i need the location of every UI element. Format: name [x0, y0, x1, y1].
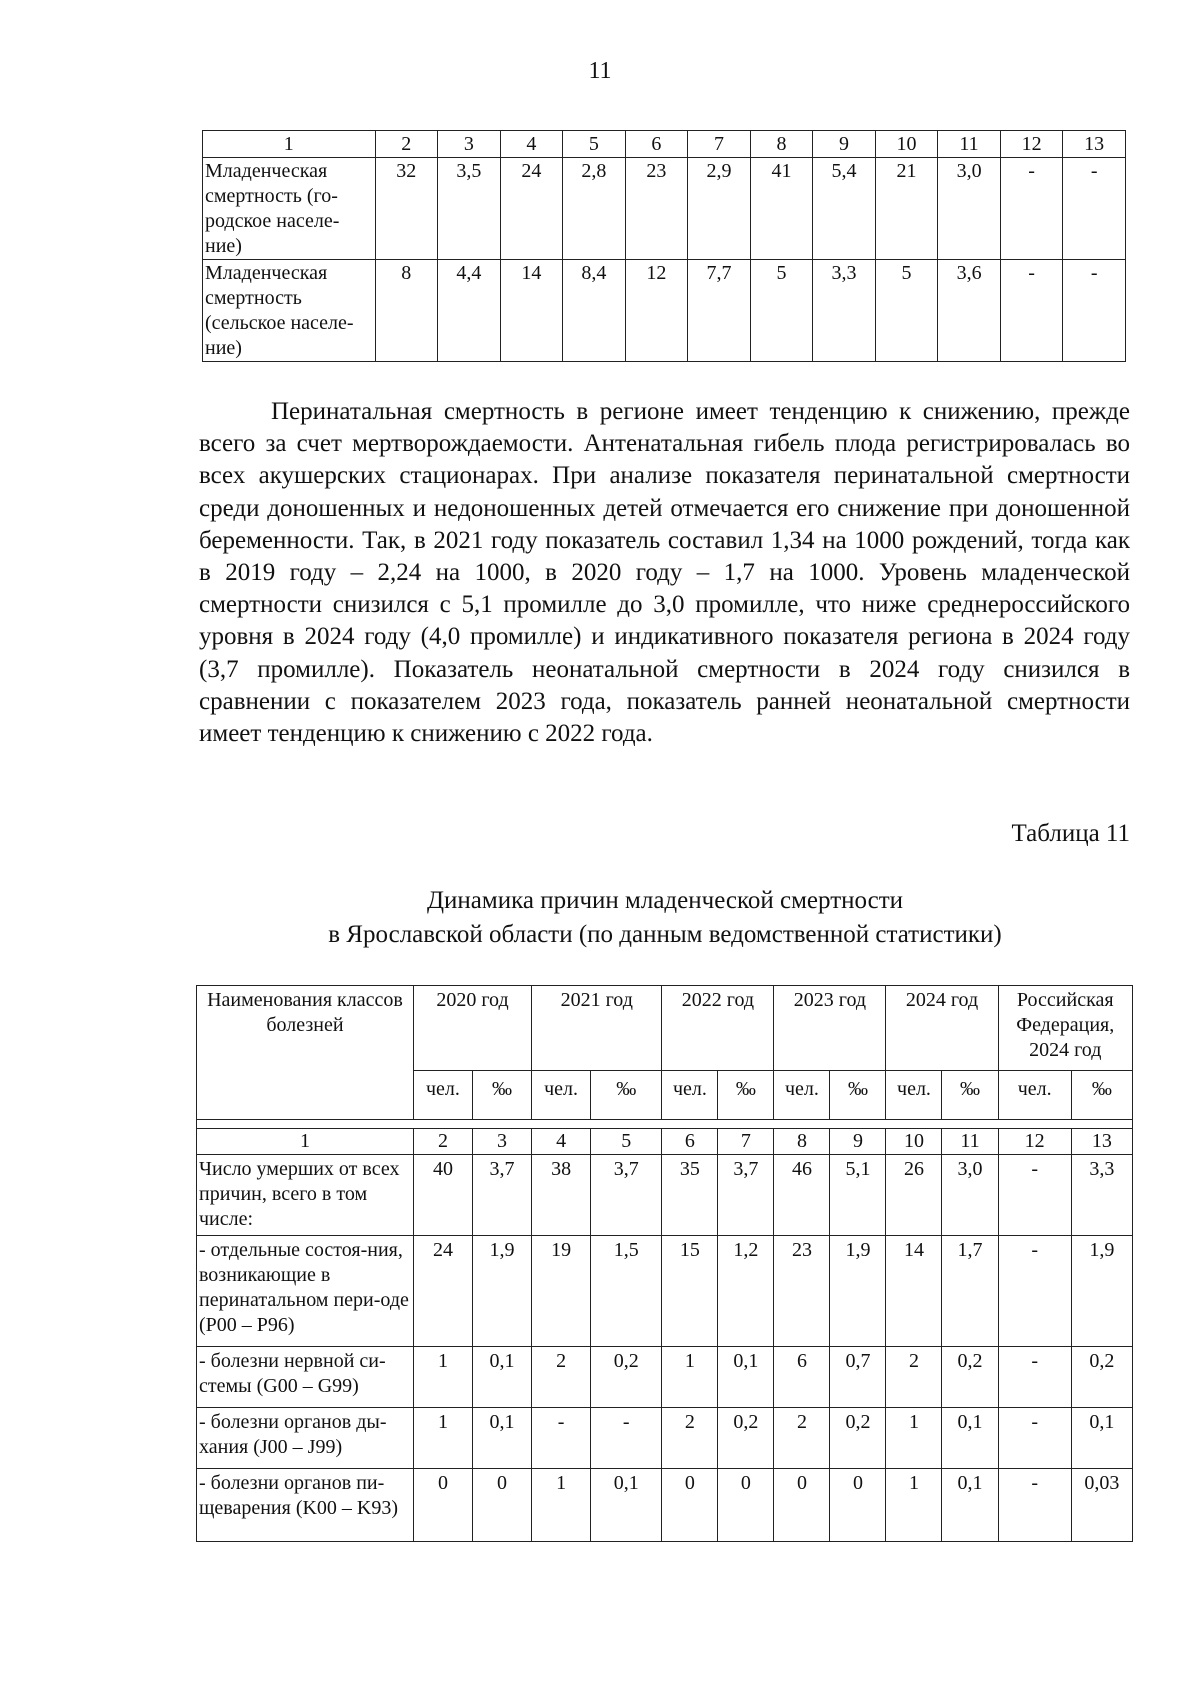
table-cell: 19 [532, 1236, 591, 1347]
table-cell: - [998, 1236, 1071, 1347]
table-cell: 40 [413, 1155, 472, 1236]
table-caption [0, 884, 1200, 952]
table-cell: 23 [625, 158, 688, 260]
column-number: 6 [625, 131, 688, 158]
unit-rate: ‰ [942, 1071, 998, 1120]
row-label: Младенческая смертность (сельское населе-ние) [203, 260, 376, 362]
column-number: 10 [886, 1129, 942, 1155]
table-cell: 5 [750, 260, 813, 362]
table-cell: 3,0 [938, 158, 1001, 260]
table-cell: 1 [886, 1469, 942, 1542]
table-cell: 5,4 [813, 158, 876, 260]
table-cell: 0,1 [942, 1408, 998, 1469]
table-cell: 0,7 [830, 1347, 886, 1408]
table-cell: 1,9 [473, 1236, 532, 1347]
table-cell: 1 [886, 1408, 942, 1469]
table-cell: 0,2 [591, 1347, 662, 1408]
column-number: 13 [1071, 1129, 1132, 1155]
table-cell: 4,4 [438, 260, 501, 362]
unit-rate: ‰ [830, 1071, 886, 1120]
row-label: Число умерших от всех причин, всего в том числе: [197, 1155, 414, 1236]
column-number: 8 [774, 1129, 830, 1155]
table-cell: 0,1 [1071, 1408, 1132, 1469]
column-number: 12 [998, 1129, 1071, 1155]
body-paragraph: Перинатальная смертность в регионе имеет тенденцию к снижению, прежде всего за счет мертворождаемости. Антенатальная гибель плода регистрировалась во всех акушерских стационарах. При анализе показателя перинатальной смертности среди доношенных и недоношенных детей отмечается его снижение при доношенной беременности. Так, в 2021 году показатель составил 1,34 на 1000 рождений, тогда как в 2019 году – 2,24 на 1000, в 2020 году – 1,7 на 1000. Уровень младенческой смертности снизился с 5,1 промилле до 3,0 промилле, что ниже среднероссийского уровня в 2024 году (4,0 промилле) и индикативного показателя региона в 2024 году (3,7 промилле). Показатель неонатальной смертности в 2024 году снизился в сравнении с показателем 2023 года, показатель ранней неонатальной смертности имеет тенденцию к снижению с 2022 года. [199, 398, 1130, 748]
table-cell: 0 [473, 1469, 532, 1542]
table-cell: 0,1 [591, 1469, 662, 1542]
table-cell: 14 [500, 260, 563, 362]
table-cell: 0,03 [1071, 1469, 1132, 1542]
table-cell: - [1000, 260, 1063, 362]
table-cell: 1 [662, 1347, 718, 1408]
column-number: 8 [750, 131, 813, 158]
table-cell: 7,7 [688, 260, 751, 362]
table-cell: 32 [375, 158, 438, 260]
table-cell: 0,1 [473, 1408, 532, 1469]
column-number: 1 [203, 131, 376, 158]
column-number: 11 [938, 131, 1001, 158]
row-label: - болезни органов ды-хания (J00 – J99) [197, 1408, 414, 1469]
column-number: 13 [1063, 131, 1126, 158]
column-number: 2 [375, 131, 438, 158]
table-cell: 0,2 [1071, 1347, 1132, 1408]
column-number: 9 [813, 131, 876, 158]
table-header-row [203, 131, 1126, 158]
table-cell: 2 [886, 1347, 942, 1408]
table-cell: 1,5 [591, 1236, 662, 1347]
table-cell: 3,3 [813, 260, 876, 362]
table-cell: 2 [662, 1408, 718, 1469]
table-cell: 46 [774, 1155, 830, 1236]
table-cell: 0 [718, 1469, 774, 1542]
row-label: Младенческая смертность (го-родское населе-ние) [203, 158, 376, 260]
unit-count: чел. [413, 1071, 472, 1120]
column-number: 7 [688, 131, 751, 158]
year-header: Российская Федерация, 2024 год [998, 986, 1133, 1071]
table-cell: 8,4 [563, 260, 626, 362]
unit-rate: ‰ [718, 1071, 774, 1120]
table-cell: 38 [532, 1155, 591, 1236]
unit-rate: ‰ [591, 1071, 662, 1120]
table-cell: 1 [532, 1469, 591, 1542]
unit-count: чел. [532, 1071, 591, 1120]
table-cell: 5,1 [830, 1155, 886, 1236]
table-cell: 14 [886, 1236, 942, 1347]
column-number: 3 [473, 1129, 532, 1155]
column-number: 1 [197, 1129, 414, 1155]
year-header: 2023 год [774, 986, 886, 1071]
table-cell: - [591, 1408, 662, 1469]
table-cell: 6 [774, 1347, 830, 1408]
table-cell: 1 [413, 1408, 472, 1469]
table-cell: 3,6 [938, 260, 1001, 362]
table-cell: 0 [413, 1469, 472, 1542]
column-number: 5 [591, 1129, 662, 1155]
year-header-row [197, 986, 1133, 1071]
column-number: 10 [875, 131, 938, 158]
year-header: 2021 год [532, 986, 662, 1071]
caption-line: в Ярославской области (по данным ведомственной статистики) [328, 921, 1002, 948]
unit-rate: ‰ [1071, 1071, 1132, 1120]
unit-rate: ‰ [473, 1071, 532, 1120]
table-cell: 41 [750, 158, 813, 260]
row-label: - отдельные состоя-ния, возникающие в перинатальном пери-оде (P00 – P96) [197, 1236, 414, 1347]
table-cell: 0 [774, 1469, 830, 1542]
column-number: 5 [563, 131, 626, 158]
table-cell: 2 [532, 1347, 591, 1408]
unit-count: чел. [998, 1071, 1071, 1120]
unit-count: чел. [662, 1071, 718, 1120]
column-number: 9 [830, 1129, 886, 1155]
column-number: 12 [1000, 131, 1063, 158]
caption-line: Динамика причин младенческой смертности [426, 887, 904, 914]
causes-of-infant-mortality-table [196, 985, 1133, 1542]
column-number: 7 [718, 1129, 774, 1155]
table-cell: 3,0 [942, 1155, 998, 1236]
table-cell: 0,1 [718, 1347, 774, 1408]
table-row [197, 1155, 1133, 1236]
table-cell: 1,2 [718, 1236, 774, 1347]
table-cell: - [1063, 158, 1126, 260]
column-number: 6 [662, 1129, 718, 1155]
table-cell: 2,8 [563, 158, 626, 260]
table-cell: 23 [774, 1236, 830, 1347]
disease-class-header: Наименования классов болезней [197, 986, 414, 1120]
unit-count: чел. [886, 1071, 942, 1120]
table-cell: 21 [875, 158, 938, 260]
table-cell: 35 [662, 1155, 718, 1236]
column-number: 4 [532, 1129, 591, 1155]
table-cell: - [1063, 260, 1126, 362]
column-number: 11 [942, 1129, 998, 1155]
table-row [197, 1469, 1133, 1542]
table-cell: 2 [774, 1408, 830, 1469]
column-number-row [197, 1129, 1133, 1155]
page-number: 11 [588, 58, 612, 84]
table-cell: 15 [662, 1236, 718, 1347]
row-label: - болезни органов пи-щеварения (K00 – K93) [197, 1469, 414, 1542]
column-number: 2 [413, 1129, 472, 1155]
table-row [197, 1408, 1133, 1469]
year-header: 2024 год [886, 986, 998, 1071]
table-cell: 3,7 [473, 1155, 532, 1236]
table-cell: 0 [662, 1469, 718, 1542]
table-cell: 0,2 [942, 1347, 998, 1408]
table-cell: - [998, 1347, 1071, 1408]
table-cell: - [998, 1469, 1071, 1542]
table-cell: 1,9 [1071, 1236, 1132, 1347]
table-cell: 1 [413, 1347, 472, 1408]
table-cell: - [998, 1408, 1071, 1469]
table-cell: 0,1 [942, 1469, 998, 1542]
table-cell: 8 [375, 260, 438, 362]
table-cell: 3,7 [591, 1155, 662, 1236]
table-cell: 3,5 [438, 158, 501, 260]
table-cell: 12 [625, 260, 688, 362]
table-cell: - [532, 1408, 591, 1469]
table-cell: 3,3 [1071, 1155, 1132, 1236]
table-cell: 5 [875, 260, 938, 362]
year-header: 2020 год [413, 986, 531, 1071]
table-cell: 0 [830, 1469, 886, 1542]
table-cell: 26 [886, 1155, 942, 1236]
table-cell: 24 [500, 158, 563, 260]
unit-count: чел. [774, 1071, 830, 1120]
table-cell: 0,2 [830, 1408, 886, 1469]
table-cell: 1,7 [942, 1236, 998, 1347]
table-cell: 0,1 [473, 1347, 532, 1408]
column-number: 3 [438, 131, 501, 158]
header-separator [197, 1120, 1133, 1129]
table-row [203, 260, 1126, 362]
table-cell: 0,2 [718, 1408, 774, 1469]
table-row [197, 1347, 1133, 1408]
table-number-label: Таблица 11 [1011, 820, 1130, 847]
table-cell: 1,9 [830, 1236, 886, 1347]
year-header: 2022 год [662, 986, 774, 1071]
table-row [197, 1236, 1133, 1347]
table-cell: 24 [413, 1236, 472, 1347]
table-cell: - [998, 1155, 1071, 1236]
column-number: 4 [500, 131, 563, 158]
table-row [203, 158, 1126, 260]
infant-mortality-table [202, 130, 1126, 362]
row-label: - болезни нервной си-стемы (G00 – G99) [197, 1347, 414, 1408]
table-cell: - [1000, 158, 1063, 260]
table-cell: 2,9 [688, 158, 751, 260]
separator-cell [197, 1120, 1133, 1129]
table-cell: 3,7 [718, 1155, 774, 1236]
